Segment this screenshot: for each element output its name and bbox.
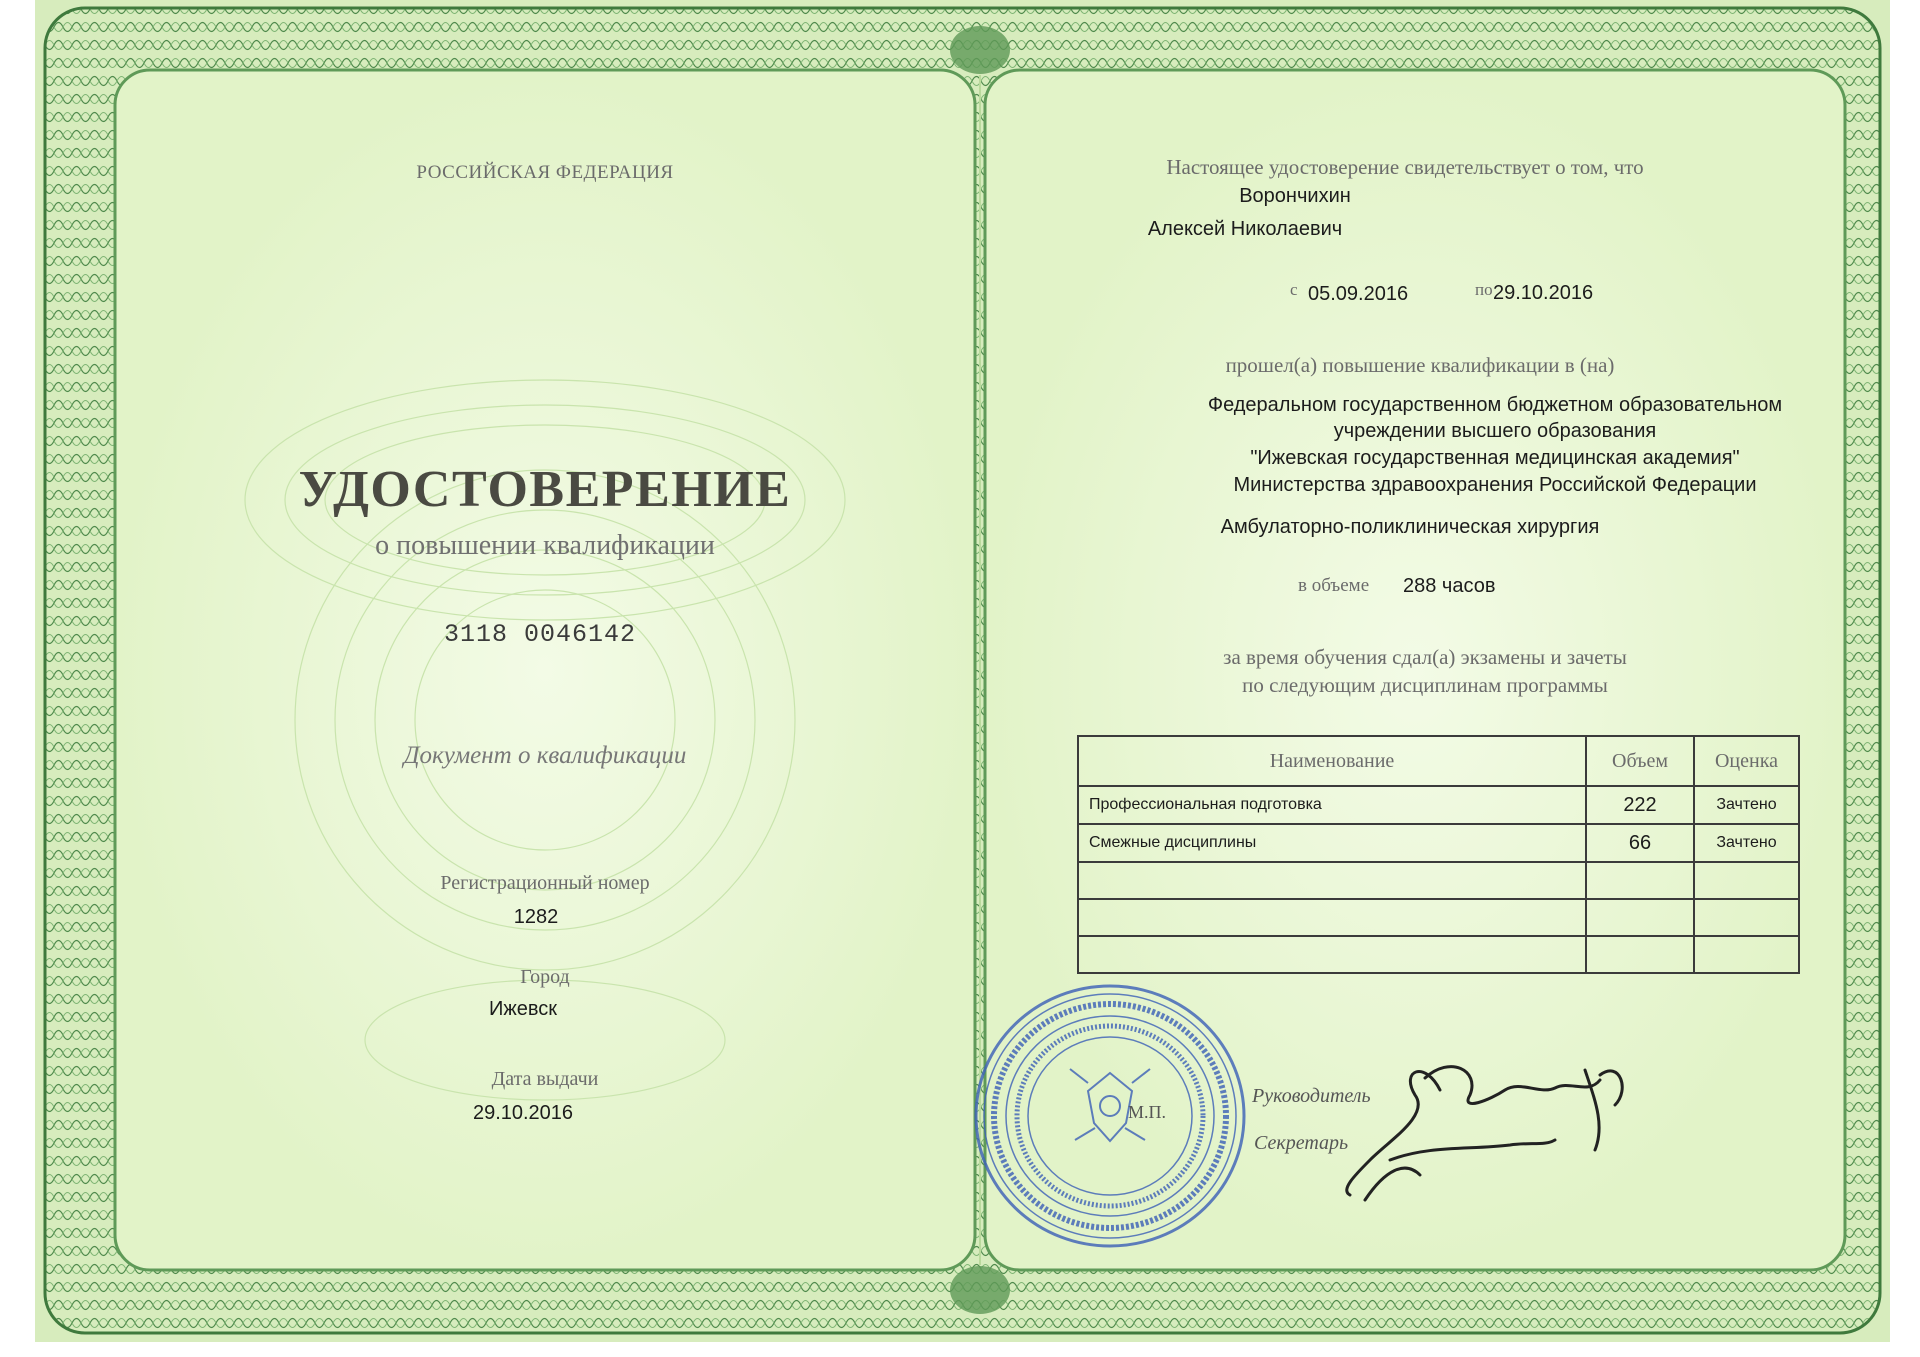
table-row <box>1078 824 1799 862</box>
discipline-volume: 66 <box>1586 824 1694 862</box>
exams-statement-line-2: по следующим дисциплинам программы <box>1242 673 1608 697</box>
official-seal-stamp <box>970 978 1250 1254</box>
program-name: Амбулаторно-поликлиническая хирургия <box>1220 516 1600 538</box>
period-from-label: с <box>1290 280 1298 299</box>
training-statement: прошел(а) повышение квалификации в (на) <box>1225 353 1615 377</box>
institution-line-4: Министерства здравоохранения Российской Федерации <box>1233 474 1757 496</box>
registration-number-value: 1282 <box>513 906 559 928</box>
holder-surname: Ворончихин <box>1239 185 1351 207</box>
table-row <box>1078 786 1799 824</box>
certifies-statement: Настоящее удостоверение свидетельствует о том, что <box>1166 155 1644 179</box>
column-header-name: Наименование <box>1078 736 1586 786</box>
seal-mark-label: М.П. <box>1128 1102 1167 1122</box>
city-value: Ижевск <box>488 998 558 1020</box>
issue-date-value: 29.10.2016 <box>472 1102 574 1124</box>
discipline-name: Смежные дисциплины <box>1078 824 1586 862</box>
institution-line-1: Федеральном государственном бюджетном образовательном <box>1207 394 1783 416</box>
period-to-label: по <box>1475 280 1493 299</box>
handwritten-signatures <box>1330 1050 1650 1210</box>
institution-line-2: учреждении высшего образования <box>1333 420 1657 442</box>
document-title: УДОСТОВЕРЕНИЕ <box>298 461 792 518</box>
disciplines-table <box>1077 735 1800 974</box>
discipline-name: Профессиональная подготовка <box>1078 786 1586 824</box>
serial-number: 3118 0046142 <box>443 620 637 649</box>
column-header-volume: Объем <box>1586 736 1694 786</box>
column-header-grade: Оценка <box>1694 736 1799 786</box>
period-from-date: 05.09.2016 <box>1308 283 1409 305</box>
document-subtitle: о повышении квалификации <box>375 530 715 561</box>
holder-given-name: Алексей Николаевич <box>1147 218 1343 240</box>
table-header-row <box>1078 736 1799 786</box>
table-row-empty <box>1078 936 1799 973</box>
exams-statement-line-1: за время обучения сдал(а) экзамены и зачеты <box>1223 645 1627 669</box>
institution-line-3: "Ижевская государственная медицинская академия" <box>1250 447 1740 469</box>
discipline-volume: 222 <box>1586 786 1694 824</box>
period-to-date: 29.10.2016 <box>1493 282 1594 304</box>
secretary-signature-label: Секретарь <box>1254 1132 1349 1154</box>
table-row-empty <box>1078 862 1799 899</box>
registration-number-label: Регистрационный номер <box>440 872 650 894</box>
issue-date-label: Дата выдачи <box>491 1068 599 1090</box>
head-signature-label: Руководитель <box>1252 1085 1371 1107</box>
country-label: РОССИЙСКАЯ ФЕДЕРАЦИЯ <box>416 162 674 183</box>
discipline-grade: Зачтено <box>1694 824 1799 862</box>
discipline-grade: Зачтено <box>1694 786 1799 824</box>
document-kind: Документ о квалификации <box>403 742 687 769</box>
city-label: Город <box>520 966 570 988</box>
volume-value: 288 часов <box>1403 575 1496 597</box>
volume-label: в объеме <box>1298 575 1370 596</box>
table-row-empty <box>1078 899 1799 936</box>
